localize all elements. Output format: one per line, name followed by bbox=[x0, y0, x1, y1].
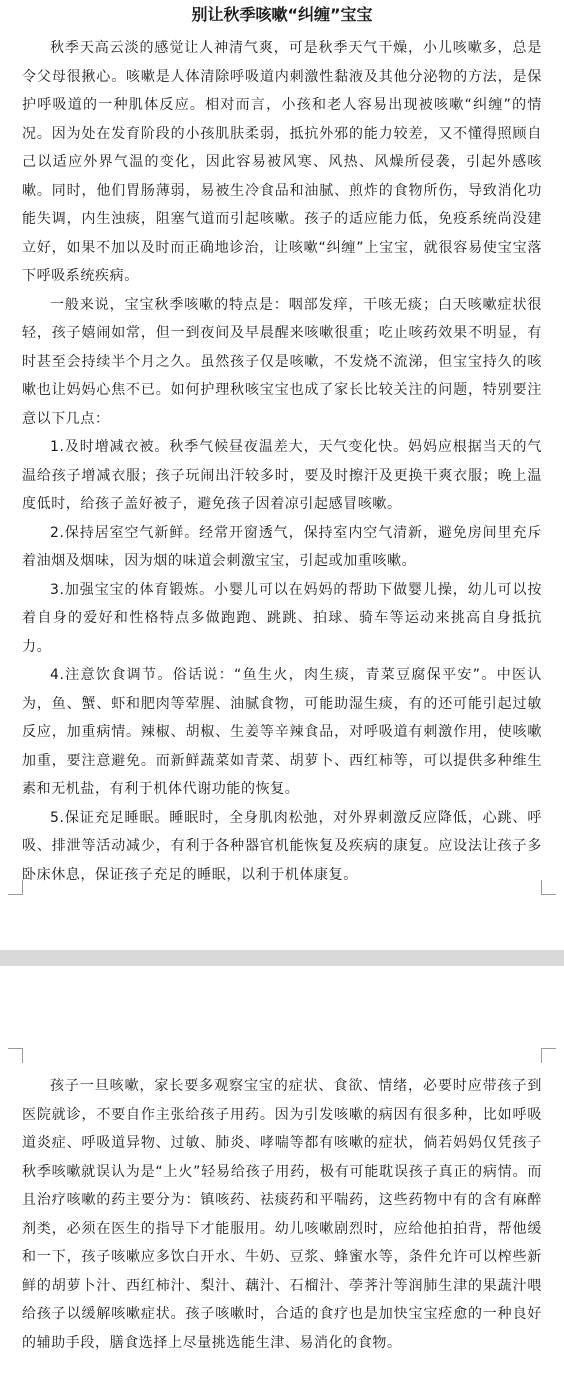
document-title: 别让秋季咳嗽“纠缠”宝宝 bbox=[191, 5, 373, 24]
page-1-body bbox=[22, 34, 542, 889]
paragraph-tip-4: 4.注意饮食调节。俗话说：“鱼生火，肉生痰，青菜豆腐保平安”。中医认为，鱼、蟹、虾和肥肉等荤腥、油腻食物，可能助湿生痰，有的还可能引起过敏反应，加重病情。辣椒、胡椒、生姜等辛辣食品，对呼吸道有刺激作用，使咳嗽加重，要注意避免。而新鲜蔬菜如青菜、胡萝卜、西红柿等，可以提供多种维生素和无机盐，有利于机体代谢功能的恢复。 bbox=[22, 667, 542, 797]
paragraph-tip-1: 1.及时增减衣被。秋季气候昼夜温差大，天气变化快。妈妈应根据当天的气温给孩子增减衣服；孩子玩闹出汗较多时，要及时擦汗及更换干爽衣服；晚上温度低时，给孩子盖好被子，避免孩子因着凉引起感冒咳嗽。 bbox=[22, 439, 542, 512]
paragraph-tip-3: 3.加强宝宝的体育锻炼。小婴儿可以在妈妈的帮助下做婴儿操，幼儿可以按着自身的爱好和性格特点多做跑跑、跳跳、拍球、骑车等运动来挑高自身抵抗力。 bbox=[22, 581, 542, 655]
paragraph-characteristics: 一般来说，宝宝秋季咳嗽的特点是：咽部发痒，干咳无痰；白天咳嗽症状很轻，孩子嬉闹如常，但一到夜间及早晨醒来咳嗽很重；吃止咳药效果不明显，有时甚至会持续半个月之久。虽然孩子仅是咳嗽，不发烧不流涕，但宝宝持久的咳嗽也让妈妈心焦不已。如何护理秋咳宝宝也成了家长比较关注的问题，特别要注意以下几点： bbox=[22, 296, 542, 427]
page-2-margin-mark-top-right bbox=[541, 1048, 556, 1063]
page-1-margin-mark-bottom-right bbox=[541, 880, 556, 895]
paragraph-tip-5: 5.保证充足睡眠。睡眠时，全身肌肉松弛，对外界刺激反应降低，心跳、呼吸、排泄等活动减少，有利于各种器官机能恢复及疾病的康复。应设法让孩子多卧床休息，保证孩子充足的睡眠，以利于机体康复。 bbox=[22, 809, 542, 883]
page-separator bbox=[0, 950, 564, 966]
paragraph-advice: 孩子一旦咳嗽，家长要多观察宝宝的症状、食欲、情绪，必要时应带孩子到医院就诊，不要自作主张给孩子用药。因为引发咳嗽的病因有很多种，比如呼吸道炎症、呼吸道异物、过敏、肺炎、哮喘等都有咳嗽的症状，倘若妈妈仅凭孩子秋季咳嗽就误认为是“上火”轻易给孩子用药，极有可能耽误孩子真正的病情。而且治疗咳嗽的药主要分为：镇咳药、祛痰药和平喘药，这些药物中有的含有麻醉剂类，必须在医生的指导下才能服用。幼儿咳嗽剧烈时，应给他拍拍背，帮他缓和一下，孩子咳嗽应多饮白开水、牛奶、豆浆、蜂蜜水等，条件允许可以榨些新鲜的胡萝卜汁、西红柿汁、梨汁、藕汁、石榴汁、荸荠汁等润肺生津的果蔬汁喂给孩子以缓解咳嗽症状。孩子咳嗽时，合适的食疗也是加快宝宝痊愈的一种良好的辅助手段，膳食选择上尽量挑选能生津、易消化的食物。 bbox=[22, 1078, 542, 1351]
page-2-margin-mark-top-left bbox=[8, 1048, 23, 1063]
page-1-margin-mark-bottom-left bbox=[8, 880, 23, 895]
page-2-body bbox=[22, 1072, 542, 1357]
paragraph-tip-2: 2.保持居室空气新鲜。经常开窗透气，保持室内空气清新，避免房间里充斥着油烟及烟味，因为烟的味道会刺激宝宝，引起或加重咳嗽。 bbox=[22, 524, 542, 569]
paragraph-intro: 秋季天高云淡的感觉让人神清气爽，可是秋季天气干燥，小儿咳嗽多，总是令父母很揪心。咳嗽是人体清除呼吸道内刺激性黏液及其他分泌物的方法，是保护呼吸道的一种肌体反应。相对而言，小孩和老人容易出现被咳嗽“纠缠”的情况。因为处在发育阶段的小孩肌肤柔弱，抵抗外邪的能力较差，又不懂得照顾自己以适应外界气温的变化，因此容易被风寒、风热、风燥所侵袭，引起外感咳嗽。同时，他们胃肠薄弱，易被生冷食品和油腻、煎炸的食物所伤，导致消化功能失调，内生浊痰，阻塞气道而引起咳嗽。孩子的适应能力低，免疫系统尚没建立好，如果不加以及时而正确地诊治，让咳嗽“纠缠”上宝宝，就很容易使宝宝落下呼吸系统疾病。 bbox=[22, 40, 542, 284]
